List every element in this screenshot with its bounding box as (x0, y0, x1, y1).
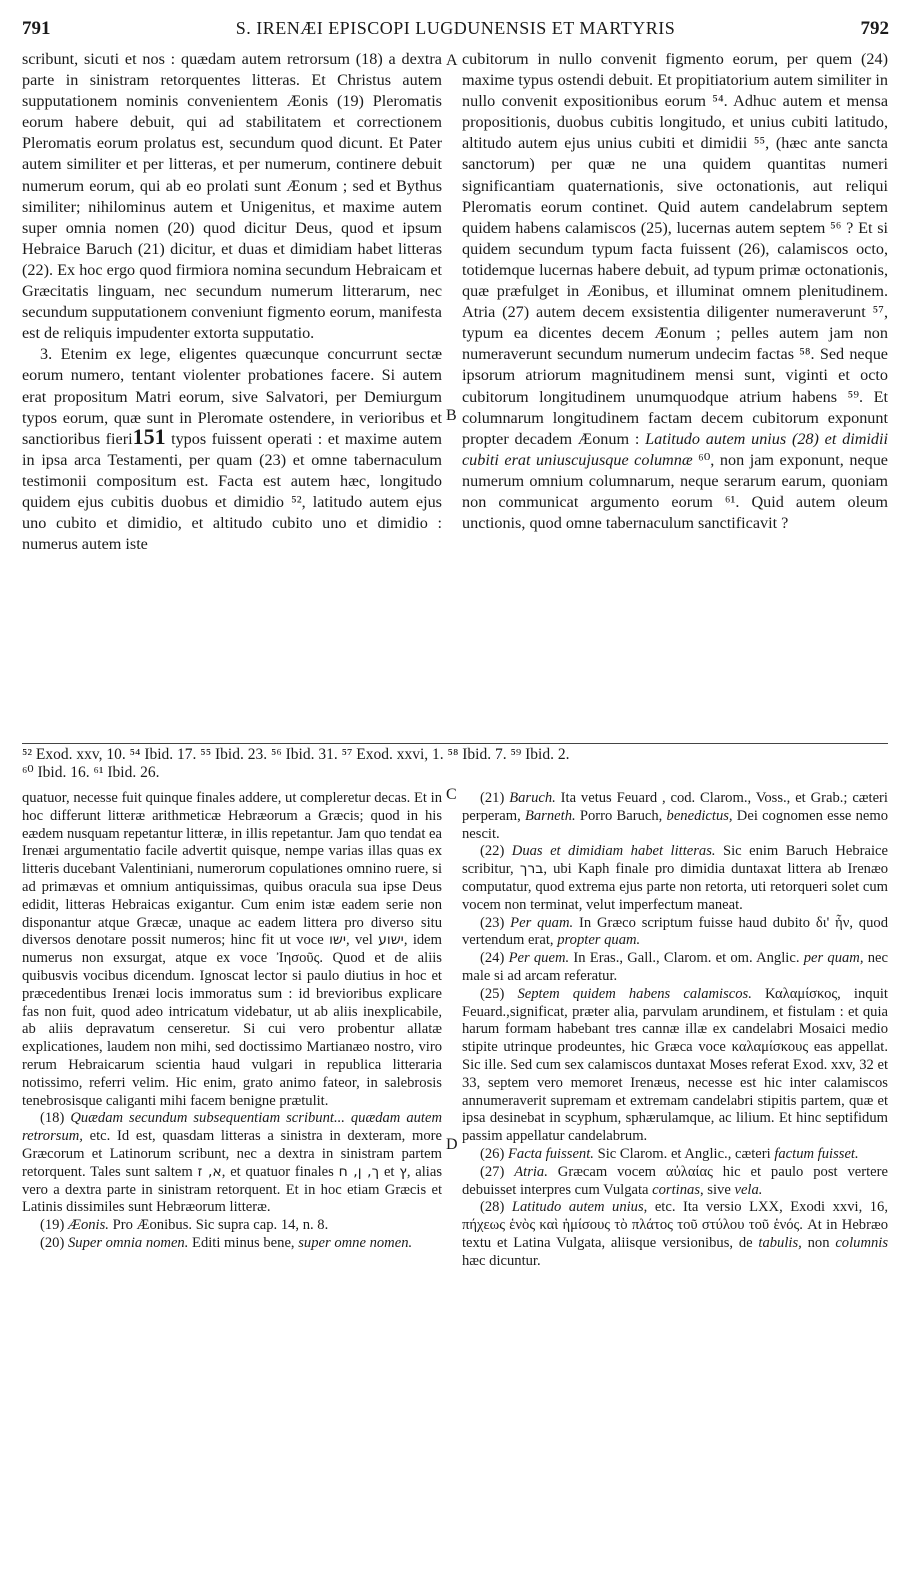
italic-text: per quam, (803, 950, 864, 967)
note-25 (462, 986, 888, 1146)
main-paragraph (462, 49, 888, 534)
note-lemma: Super omnia nomen. (67, 1234, 189, 1251)
text-run: , idem numerus non exsurgat, atque ex voce Ἰησοῦς. Quod et de aliis quibusvis vocibus dicendum. Ignoscat lector si paulo diutius in hoc et præcedentibus Irenæi locis immoratus sum : id brevioribus explicare fas non fuit, quod adeo intricatum videbatur, ut ab aliis inexplicabile, ab aliis depravatum censeretur. Si cui vero probentur allatæ explicationes, laudem non mihi, sed doctissimo Martianæo nostro, viro rerum Hebraicarum scientia haud vulgari in republica litteraria notissimo, referri velim. Hic enim, grato animo fateor, in salebrosis tenebrosisque caliganti mihi facem benigne prætulit. (22, 932, 442, 1109)
note-lemma: Per quam. (510, 914, 574, 931)
note-lemma: Baruch. (509, 790, 556, 806)
text-run: Dei cognomen esse nemo nescit. (462, 807, 889, 842)
page-number-left: 791 (22, 18, 51, 39)
note-lemma: Quædam secundum subsequentiam scribunt... quædam autem retrorsum, (22, 1110, 442, 1145)
text-run: non (807, 1234, 830, 1251)
note-lemma: Atria. (514, 1163, 548, 1180)
text-run: ⁶⁰, non jam exponunt, neque numerum omnium columnarum, neque serarum earum, quoniam non communicat argumento eorum ⁶¹. Quid autem oleum unctionis, quod omne tabernaculum sanctificavit ? (462, 450, 888, 533)
italic-text: vela. (734, 1181, 763, 1198)
italic-text: cortinas (652, 1181, 700, 1198)
reference-line: ⁶⁰ Ibid. 16. ⁶¹ Ibid. 26. (22, 764, 160, 781)
note-lemma: Septem quidem habens calamiscos. (517, 985, 752, 1002)
note-21 (462, 790, 888, 843)
note-28 (462, 1199, 888, 1270)
text-run: hæc dicuntur. (462, 1252, 541, 1269)
note-lemma: Duas et dimidiam habet litteras. (511, 843, 716, 860)
note-number: (18) (40, 1110, 65, 1127)
text-run: et (383, 1163, 395, 1180)
hebrew-word: ישוע (378, 932, 404, 949)
note-lemma: Per quem. (508, 950, 570, 967)
text-run: , sive (700, 1181, 731, 1198)
note-number: (22) (480, 843, 505, 860)
note-number: (24) (480, 950, 505, 967)
note-20 (22, 1235, 442, 1253)
italic-quotation: Latitudo autem unius (28) et dimidii cubiti erat uniuscujusque columnæ (462, 429, 889, 469)
text-run: Editi minus bene, (192, 1234, 295, 1251)
text-run: Sic Clarom. et Anglic., cæteri (597, 1145, 771, 1162)
text-run: Porro Baruch, (579, 807, 663, 824)
text-run: quatuor, necesse fuit quinque finales addere, ut compleretur decas. Et in hoc differunt litteræ arithmeticæ Hebræorum a Græcis; quod in his eædem nusquam repetantur litteræ, in illis repetantur. Jam quo tendat ea Irenæi argumentatio facile advertit quisque, nempe varias illas quas ex litteris ducebant Valentiniani, numerorum copulationes omnino ruere, si ad primævas et omnium antiquissimas, quibus oracula sua ipse Deus edidit, litteras Hebraicas exigantur. Cum enim istæ eadem serie non disponantur atque Græcæ, unaque ac eadem littera pro diverso situ diversos denotare possit numeros; hinc fit ut voce (22, 790, 442, 949)
note-lemma: Æonis. (67, 1217, 109, 1234)
text-run: , alias vero a dextra parte in sinistram retorquent. Et in hoc etiam Græcis et Latinis dissimiles sunt Hebræorum litteræ. (22, 1163, 443, 1216)
marginal-page-number: 151 (132, 423, 166, 449)
text-run: typos fuissent operati : et maxime autem in ipsa arca Testamenti, per quam (23) et omne tabernaculum testimonii compositum est. Facta est autem hæc, longitudo quidem ejus cubitis duobus et dimidio ⁵², latitudo autem ejus uno cubito et dimidio, et altitudo cubito uno et dimidio : numerus autem iste (22, 429, 443, 554)
margin-letter-c: C (446, 786, 457, 803)
footnote-separator (22, 743, 888, 744)
scripture-references (22, 746, 888, 782)
text-run: , ubi Kaph finale pro dimidia duntaxat littera ab Irenæo computatur, quod extrema ejus parte non retorta, uti retorqueri solet cum vocem non terminat, velut imperfectum maneat. (462, 861, 888, 913)
italic-text: propter quam. (557, 932, 641, 949)
text-run: Sic enim Baruch Hebraice scribitur, (462, 843, 889, 878)
notes-left-column (22, 790, 442, 1253)
italic-text: Barneth. (524, 807, 576, 824)
note-24 (462, 950, 888, 986)
text-run: In Græco scriptum fuisse haud dubito δι' ἧν, quod vertendum erat, (462, 914, 888, 949)
reference-line: ⁵² Exod. xxv, 10. ⁵⁴ Ibid. 17. ⁵⁵ Ibid. 23. ⁵⁶ Ibid. 31. ⁵⁷ Exod. xxvi, 1. ⁵⁸ Ibid. 7. ⁵⁹ Ibid. 2. (22, 746, 570, 763)
italic-text: factum fuisset. (774, 1145, 859, 1162)
running-title: S. IRENÆI EPISCOPI LUGDUNENSIS ET MARTYRIS (235, 18, 676, 38)
note-lemma: Latitudo autem unius (511, 1199, 644, 1216)
note-number: (23) (480, 914, 505, 931)
notes-right-column (462, 790, 888, 1271)
note-number: (28) (480, 1199, 505, 1216)
margin-letter-a: A (446, 52, 458, 69)
page-number-right: 792 (860, 18, 889, 39)
text-run: , et quatuor finales (221, 1163, 334, 1180)
note-23 (462, 915, 888, 951)
text-run: , etc. Ita versio LXX, Exodi xxvi, 16, πήχεως ἑνὸς καὶ ἡμίσους τὸ πλάτος τοῦ στύλου τοῦ ἑνός. At in Hebræo textu et Latina Vulgata, aliisque versionibus, de (462, 1199, 888, 1251)
note-22 (462, 843, 888, 914)
main-text-right-column (462, 49, 888, 534)
text-run: Καλαμίσκος, inquit Feuard.,significat, præter alia, parvulam arundinem, et fistulam : et quia harum formam habebant tres cannæ illæ ex candelabri Mosaici medio stipite utrinque prodeuntes, hic Græca voce καλαμίσκους eas appellat. Sic ille. Sed cum sex calamiscos duntaxat Moses referat Exod. xxv, 32 et 33, septem vero memoret Irenæus, necesse est hic inter calamiscos annumeraverit supremam et extremam candelabri stipitis partem, quæ et ipsa desinebat in scyphum, sphærulamque, ac lilium. Et hinc septifidum passim appellatur candelabrum. (462, 985, 888, 1145)
text-run: Pro Æonibus. Sic supra cap. 14, n. 8. (112, 1217, 329, 1234)
running-header (22, 18, 889, 44)
note-18 (22, 1110, 442, 1217)
italic-text: tabulis, (758, 1234, 802, 1251)
text-run: , vel (345, 932, 373, 949)
text-run: Ita vetus Feuard , cod. Clarom., Voss., et Grab.; cæteri perperam, (462, 790, 888, 824)
main-paragraph: scribunt, sicuti et nos : quædam autem retrorsum (18) a dextra parte in sinistram retorquentes litteras. Et Christus autem supputationem nominis convenientem Æonis (19) Pleromatis eorum habere debuit, qui ad stabilitatem et correctionem Pleromatis eorum prolatus est, secundum quod dicunt. Et Pater autem similiter et per litteras, et per numerum, continere debuit numerum eorum, qui ab eo prolati sunt Æonum ; sed et Bythus similiter; nihilominus autem et Unigenitus, et maxime autem super omnia nomen (20) quod dicitur Deus, quod et ipsum Hebraice Baruch (21) dicitur, et duas et dimidiam habet litteras (22). Ex hoc ergo quod firmiora nomina secundum Hebraicam et Græcitatis linguam, nec secundum numerum litterarum, nec secundum supputationem conveniunt figmento eorum, manifesta est de reliquis impudenter extorta supputatio. (22, 50, 442, 343)
text-run: cubitorum in nullo convenit figmento eorum, per quem (24) maxime typus ostendi debuit. Et propitiatorium autem similiter in nullo convenit expositionibus eorum ⁵⁴. Adhuc autem et mensa propositionis, duobus cubitis longitudo, et unius cubiti latitudo, altitudo autem ejus unius cubiti et dimidii ⁵⁵, (hæc ante sancta sanctorum) per quæ ne una quidem quantitas numeri significantiam quaternationis, sive octonationis, aut reliqui Pleromatis eorum continet. Quid autem candelabrum septem quidem habens calamiscos (25), lucernas autem septem ⁵⁶ ? Et si quidem secundum typum facta fuissent (26), calamiscos octo, totidemque lucernas habere debuit, ad typum primæ octonationis, quæ præfulget in Æonibus, et illuminat omnem plenitudinem. Atria (27) autem decem exsistentia diligenter numeraverunt ⁵⁷, typum ea dicentes decem Æonum ; pelles autem jam non numeraverunt secundum numerum undecim factas ⁵⁸. Sed neque ipsorum atriorum magnitudinem mensi sunt, viginti et octo cubitorum longitudinem unumquodque atrium habens ⁵⁹. Et columnarum longitudinem factam decem cubitorum exponunt propter decadem Æonum : (462, 50, 888, 448)
note-number: (20) (40, 1234, 65, 1251)
note-number: (25) (480, 985, 505, 1002)
note-27 (462, 1164, 888, 1200)
margin-letter-b: B (446, 407, 457, 424)
note-26 (462, 1146, 888, 1164)
main-paragraph-section-3 (22, 344, 442, 555)
italic-text: benedictus, (666, 807, 733, 824)
hebrew-letters: ך, ן, ח (338, 1163, 380, 1180)
text-run: nec male si ad arcam referatur. (462, 950, 889, 984)
text-run: 3. Etenim ex lege, eligentes quæcunque concurrunt sectæ eorum numero, tentant violenter probationes facere. Si autem erat propositum Matri eorum, sive Salvatori, per Demiurgum typos eorum, quæ sunt in Pleromate ostendere, in verioribus et sanctioribus fieri (22, 345, 442, 448)
text-run: etc. Id est, quasdam litteras a sinistra in dexteram, more Græcorum et Latinorum scribunt, nec a dextra in sinistram partem retorquent. Tales sunt saltem (22, 1128, 442, 1180)
italic-text: columnis (835, 1234, 889, 1251)
note-number: (27) (480, 1163, 505, 1180)
hebrew-word: ישו (329, 932, 346, 949)
margin-letter-d: D (446, 1136, 458, 1153)
note-number: (19) (40, 1217, 65, 1234)
hebrew-letters: ץ (399, 1163, 407, 1180)
note-lemma: Facta fuissent. (507, 1145, 594, 1162)
italic-text: super omne nomen. (298, 1234, 413, 1251)
hebrew-word: ברך (519, 861, 544, 878)
note-19 (22, 1217, 442, 1235)
text-run: In Eras., Gall., Clarom. et om. Anglic. (573, 950, 800, 967)
text-run: Græcam vocem αὐλαίας hic et paulo post vertere debuisset interpres cum Vulgata (462, 1163, 888, 1198)
main-text-left-column (22, 49, 442, 555)
note-number: (21) (480, 790, 505, 806)
note-number: (26) (480, 1145, 505, 1162)
note-continuation (22, 790, 442, 1110)
hebrew-letters: א, ז (197, 1163, 222, 1180)
